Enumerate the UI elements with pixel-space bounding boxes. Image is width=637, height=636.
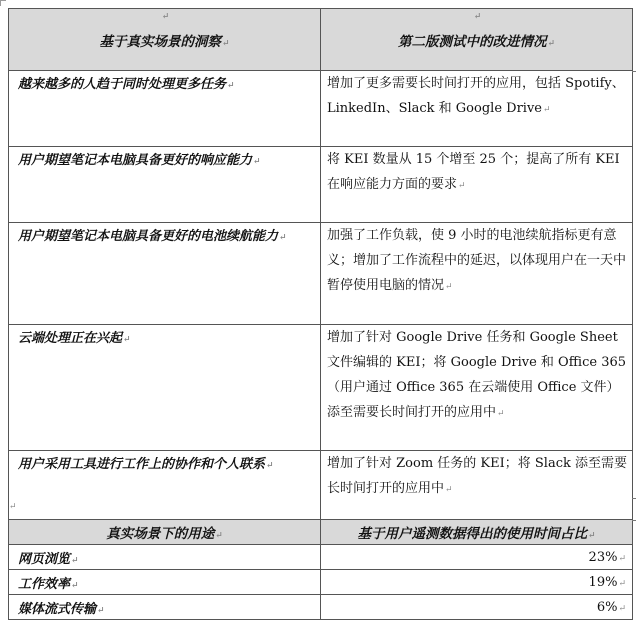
insights-table xyxy=(8,8,633,527)
paragraph-mark: ↵ xyxy=(97,605,105,616)
header-cell-share[interactable] xyxy=(321,520,633,545)
paragraph-mark: ↵ xyxy=(215,531,223,541)
use-cell[interactable] xyxy=(9,570,321,595)
row-end-marker xyxy=(632,498,636,499)
share-cell[interactable] xyxy=(321,570,633,595)
header-cell-improvement[interactable] xyxy=(321,9,633,71)
row-end-marker xyxy=(632,71,636,72)
insight-cell[interactable] xyxy=(9,71,321,147)
paragraph-mark: ↵ xyxy=(123,335,131,345)
improvement-cell[interactable] xyxy=(321,325,633,451)
use-text: 工作效率 xyxy=(18,576,71,592)
paragraph-mark: ↵ xyxy=(266,461,274,471)
insight-cell[interactable] xyxy=(9,147,321,223)
paragraph-mark: ↵ xyxy=(221,38,230,49)
header-share-label: 基于用户遥测数据得出的使用时间占比 xyxy=(357,526,587,542)
table-header-row xyxy=(9,520,633,545)
share-value: 6% xyxy=(596,599,618,615)
improvement-cell[interactable] xyxy=(321,147,633,223)
header-cell-insight[interactable] xyxy=(9,9,321,71)
share-value: 23% xyxy=(588,549,618,565)
paragraph-mark: ↵ xyxy=(547,38,556,49)
paragraph-mark: ↵ xyxy=(618,603,626,614)
table-row xyxy=(9,595,633,620)
use-cell[interactable] xyxy=(9,545,321,570)
table-row xyxy=(9,325,633,451)
header-improvement-label: 第二版测试中的改进情况 xyxy=(397,33,547,50)
paragraph-mark: ↵ xyxy=(618,578,626,589)
table-row xyxy=(9,545,633,570)
insight-text: 用户期望笔记本电脑具备更好的电池续航能力 xyxy=(18,229,279,244)
insight-text: 云端处理正在兴起 xyxy=(18,331,123,346)
paragraph-mark: ↵ xyxy=(161,12,170,22)
improvement-cell[interactable] xyxy=(321,223,633,325)
insight-cell[interactable] xyxy=(9,451,321,527)
header-insight-label: 基于真实场景的洞察 xyxy=(99,33,221,50)
paragraph-mark: ↵ xyxy=(618,553,626,564)
paragraph-mark: ↵ xyxy=(473,12,482,22)
improvement-text: 增加了针对 Zoom 任务的 KEI；将 Slack 添至需要长时间打开的应用中 xyxy=(327,456,627,496)
improvement-cell[interactable] xyxy=(321,451,633,527)
paragraph-mark: ↵ xyxy=(279,233,287,243)
insight-cell[interactable] xyxy=(9,325,321,451)
insight-text: 越来越多的人趋于同时处理更多任务 xyxy=(18,77,227,92)
improvement-text: 增加了针对 Google Drive 任务和 Google Sheet 文件编辑的 KEI；将 Google Drive 和 Office 365（用户通过 Office 365 在云端使用 Office 文件）添至需要长时间打开的应用中 xyxy=(327,330,627,420)
share-cell[interactable] xyxy=(321,545,633,570)
paragraph-mark: ↵ xyxy=(71,555,79,566)
paragraph-mark: ↵ xyxy=(71,580,79,591)
use-text: 媒体流式传输 xyxy=(18,601,97,617)
table-header-row xyxy=(9,9,633,71)
table-row xyxy=(9,71,633,147)
paragraph-mark: ↵ xyxy=(9,502,17,512)
paragraph-mark: ↵ xyxy=(458,181,466,191)
header-cell-use[interactable] xyxy=(9,520,321,545)
insight-cell[interactable] xyxy=(9,223,321,325)
table-row xyxy=(9,570,633,595)
use-cell[interactable] xyxy=(9,595,321,620)
improvement-cell[interactable] xyxy=(321,71,633,147)
page-corner-mark xyxy=(0,0,6,6)
improvement-text: 增加了更多需要长时间打开的应用，包括 Spotify、LinkedIn、Slack 和 Google Drive xyxy=(327,76,625,116)
paragraph-mark: ↵ xyxy=(542,105,551,115)
use-text: 网页浏览 xyxy=(18,551,71,567)
usage-table xyxy=(8,519,633,620)
share-value: 19% xyxy=(588,574,618,590)
paragraph-mark: ↵ xyxy=(227,81,235,91)
paragraph-mark: ↵ xyxy=(445,282,453,292)
table-row xyxy=(9,451,633,527)
table-row xyxy=(9,147,633,223)
table-row xyxy=(9,223,633,325)
paragraph-mark: ↵ xyxy=(253,157,261,167)
improvement-text: 将 KEI 数量从 15 个增至 25 个；提高了所有 KEI 在响应能力方面的要求 xyxy=(327,152,624,192)
paragraph-mark: ↵ xyxy=(445,485,453,495)
header-use-label: 真实场景下的用途 xyxy=(106,526,215,542)
insight-text: 用户采用工具进行工作上的协作和个人联系 xyxy=(18,457,266,472)
paragraph-mark: ↵ xyxy=(587,531,596,541)
share-cell[interactable] xyxy=(321,595,633,620)
insight-text: 用户期望笔记本电脑具备更好的响应能力 xyxy=(18,153,253,168)
paragraph-mark: ↵ xyxy=(497,409,505,419)
row-end-marker xyxy=(632,520,636,521)
improvement-text: 加强了工作负载，使 9 小时的电池续航指标更有意义；增加了工作流程中的延迟，以体现用户在一天中暂停使用电脑的情况 xyxy=(327,228,627,293)
